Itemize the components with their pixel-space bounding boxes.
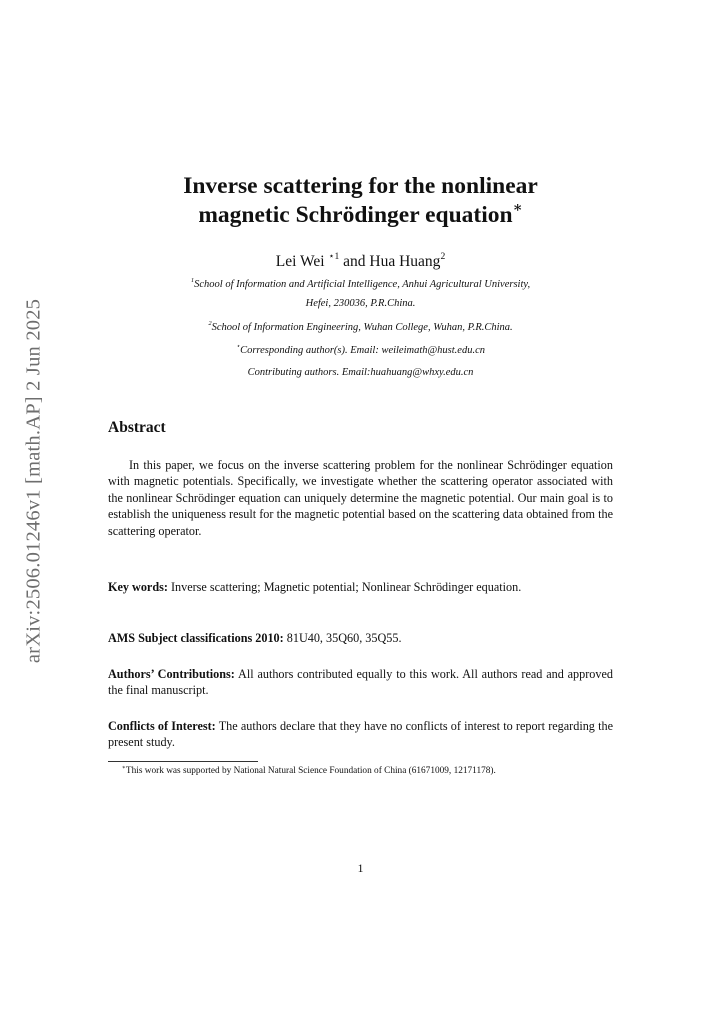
contributing-authors xyxy=(108,363,613,382)
affiliation-1-mark: 1 xyxy=(190,277,195,285)
contributions-text: All authors contributed equally to this work. All authors read and approved the final manuscript. xyxy=(108,667,613,698)
abstract-body: In this paper, we focus on the inverse scattering problem for the nonlinear Schrödinger equation with magnetic potentials. Specifically, we investigate whether the scattering operator associated with the nonlinear Schrödinger equation can uniquely determine the magnetic potential. Our main goal is to establish the uniqueness result for the magnetic potential based on the scattering data obtained from the scattering operator. xyxy=(108,458,613,538)
ams-label: AMS Subject classifications 2010: xyxy=(108,631,284,645)
page-number: 1 xyxy=(357,861,364,875)
author-2-mark: 2 xyxy=(440,251,446,263)
title-line-1: Inverse scattering for the nonlinear xyxy=(183,173,538,199)
conflicts-label: Conflicts of Interest: xyxy=(108,719,216,733)
author-list xyxy=(108,253,613,271)
keywords-text: Inverse scattering; Magnetic potential; Nonlinear Schrödinger equation. xyxy=(170,580,522,594)
abstract-heading: Abstract xyxy=(108,419,166,436)
authors-contributions xyxy=(108,666,613,699)
conflicts-text: The authors declare that they have no conflicts of interest to report regarding the present study. xyxy=(108,719,613,750)
author-2-name: Hua Huang xyxy=(369,253,441,270)
affiliation-2-text: School of Information Engineering, Wuhan College, Wuhan, P.R.China. xyxy=(211,322,513,333)
funding-footnote xyxy=(108,765,613,778)
author-conjunction: and xyxy=(343,253,366,270)
ams-classification xyxy=(108,630,613,646)
corresponding-author xyxy=(108,341,613,360)
affiliation-1-line-1: School of Information and Artificial Intelligence, Anhui Agricultural University, xyxy=(194,279,531,290)
title-line-2 xyxy=(108,201,613,230)
affiliation-1 xyxy=(108,275,613,313)
contributing-authors-text: Contributing authors. Email:huahuang@whxy.edu.cn xyxy=(247,367,474,378)
footnote-mark: ∗ xyxy=(122,764,126,771)
arxiv-identifier: arXiv:2506.01246v1 [math.AP] 2 Jun 2025 xyxy=(22,298,45,664)
arxiv-side-stamp xyxy=(20,292,48,670)
affiliation-1-line-2: Hefei, 230036, P.R.China. xyxy=(305,298,416,309)
paper-title xyxy=(108,172,613,230)
affiliation-2-mark: 2 xyxy=(208,320,212,328)
contributions-label: Authors’ Contributions: xyxy=(108,667,235,681)
title-footnote-mark: ∗ xyxy=(512,200,523,217)
affiliation-2 xyxy=(108,318,613,337)
corresponding-author-text: Corresponding author(s). Email: weileimath@hust.edu.cn xyxy=(240,345,485,356)
keywords xyxy=(108,579,613,595)
title-line-2-text: magnetic Schrödinger equation xyxy=(198,202,513,228)
author-1-mark: ⋆1 xyxy=(328,251,340,263)
footnote-text: This work was supported by National Natural Science Foundation of China (61671009, 12171178). xyxy=(125,766,496,776)
footnote-rule xyxy=(108,761,258,762)
keywords-label: Key words: xyxy=(108,580,168,594)
author-1-name: Lei Wei xyxy=(275,253,325,270)
conflicts-of-interest xyxy=(108,718,613,751)
corresponding-mark: ⋆ xyxy=(236,343,241,351)
ams-text: 81U40, 35Q60, 35Q55. xyxy=(286,631,402,645)
